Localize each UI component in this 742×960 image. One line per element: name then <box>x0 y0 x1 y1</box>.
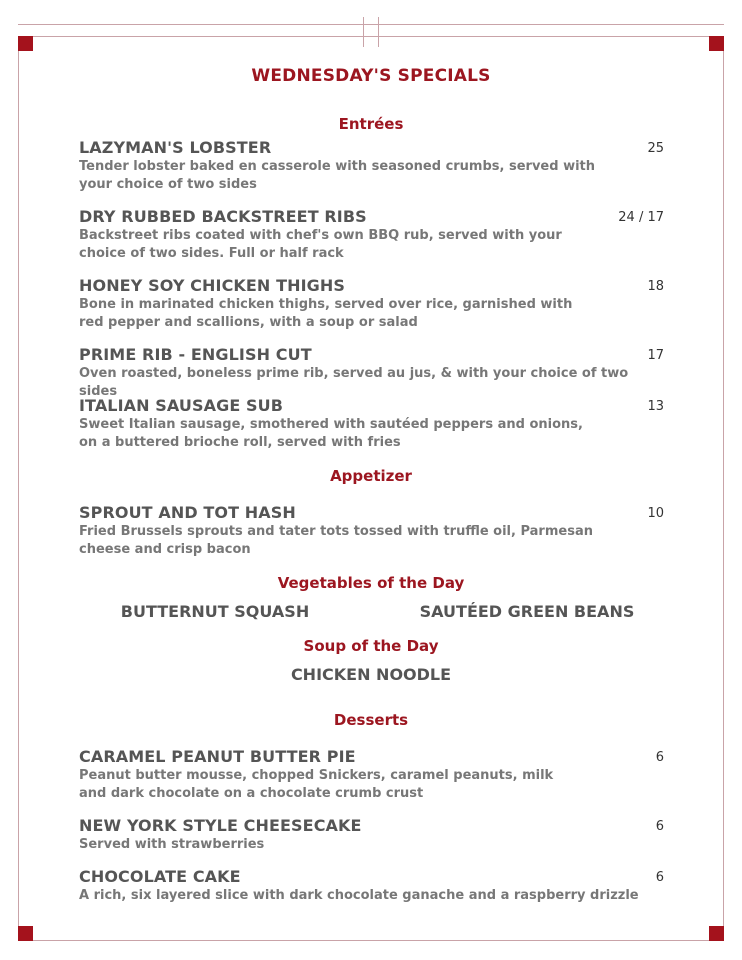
item-name: CHOCOLATE CAKE <box>79 867 241 886</box>
item-description: Tender lobster baked en casserole with seasoned crumbs, served with your choice of two sides <box>79 159 596 192</box>
menu-item <box>79 207 664 263</box>
item-price: 6 <box>655 819 664 834</box>
soup-item: CHICKEN NOODLE <box>290 665 452 684</box>
section-heading-vegetables: Vegetables of the Day <box>277 574 465 592</box>
menu-item <box>79 138 664 194</box>
section-heading-desserts: Desserts <box>333 711 409 729</box>
section-heading-soup: Soup of the Day <box>303 637 439 655</box>
item-name: ITALIAN SAUSAGE SUB <box>79 396 284 415</box>
section-heading-entrees: Entrées <box>338 115 404 133</box>
menu-item <box>79 747 664 803</box>
item-name: DRY RUBBED BACKSTREET RIBS <box>79 207 367 226</box>
menu-item <box>79 276 664 332</box>
item-description: Backstreet ribs coated with chef's own BBQ rub, served with your choice of two sides. Full or half rack <box>79 228 562 261</box>
item-name: HONEY SOY CHICKEN THIGHS <box>79 276 346 295</box>
item-name: PRIME RIB - ENGLISH CUT <box>79 345 312 364</box>
menu-item <box>79 816 664 854</box>
section-heading-appetizer: Appetizer <box>330 467 412 485</box>
item-price: 17 <box>647 348 664 363</box>
item-price: 24 / 17 <box>618 210 664 225</box>
item-name: CARAMEL PEANUT BUTTER PIE <box>79 747 356 766</box>
menu-item <box>79 503 664 559</box>
item-price: 25 <box>647 141 664 156</box>
item-price: 6 <box>655 750 664 765</box>
menu-item <box>79 867 664 905</box>
menu-item <box>79 345 664 401</box>
item-price: 6 <box>655 870 664 885</box>
menu-title: WEDNESDAY'S SPECIALS <box>251 66 491 86</box>
item-description: Oven roasted, boneless prime rib, served au jus, & with your choice of two sides <box>79 366 629 399</box>
item-price: 18 <box>647 279 664 294</box>
top-rule <box>18 24 724 25</box>
corner-ornament-top-left <box>18 36 33 51</box>
item-description: Served with strawberries <box>79 837 265 852</box>
corner-ornament-bottom-left <box>18 926 33 941</box>
item-name: LAZYMAN'S LOBSTER <box>79 138 272 157</box>
item-description: A rich, six layered slice with dark chocolate ganache and a raspberry drizzle <box>79 888 639 903</box>
vegetable-item: BUTTERNUT SQUASH <box>120 602 310 621</box>
item-name: SPROUT AND TOT HASH <box>79 503 296 522</box>
item-description: Bone in marinated chicken thighs, served over rice, garnished with red pepper and scallions, with a soup or salad <box>79 297 573 330</box>
vegetable-item: SAUTÉED GREEN BEANS <box>419 602 635 621</box>
item-name: NEW YORK STYLE CHEESECAKE <box>79 816 362 835</box>
corner-ornament-bottom-right <box>709 926 724 941</box>
item-price: 10 <box>647 506 664 521</box>
menu-item <box>79 396 664 452</box>
corner-ornament-top-right <box>709 36 724 51</box>
item-description: Fried Brussels sprouts and tater tots tossed with truffle oil, Parmesan cheese and crisp bacon <box>79 524 593 557</box>
item-price: 13 <box>647 399 664 414</box>
item-description: Sweet Italian sausage, smothered with sautéed peppers and onions, on a buttered brioche roll, served with fries <box>79 417 583 450</box>
item-description: Peanut butter mousse, chopped Snickers, caramel peanuts, milk and dark chocolate on a chocolate crumb crust <box>79 768 554 801</box>
